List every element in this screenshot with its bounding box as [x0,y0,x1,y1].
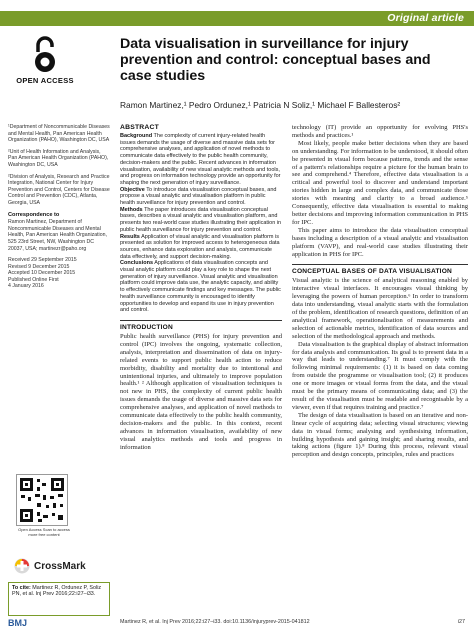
affiliation-2: ²Unit of Health Information and Analysis, Pan American Health Organization (PAHO), Washington DC, USA [8,148,109,168]
published-date: 4 January 2016 [8,283,44,290]
correspondence-text: Ramon Martinez, Department of Noncommunicable Diseases and Mental Health, Pan American Health Organization, 525 23rd Street, NW, Washington DC 20037, USA; martinezr@paho.org [8,219,107,252]
sidebar [8,124,110,290]
crossmark-badge[interactable] [14,558,94,576]
revised-date: Revised 9 December 2015 [8,263,70,270]
background-text: The complexity of current injury-related health issues demands the usage of diverse and massive data sets for comprehensive analyses, and application of novel methods to communicate data effectively to the public health community, decision-makers and the public. Recent advances in information visualisation, availability of new visual analytic methods and tools, and progress on information technology provide an opportunity for shaping the next generation of injury surveillance. [120,133,281,186]
conceptual-bases-heading: CONCEPTUAL BASES OF DATA VISUALISATION [292,268,452,276]
open-access-badge [10,36,80,85]
methods-text: The paper introduces data visualisation conceptual bases, describes a visual analytic and visualisation platform, and presents two real-world case studies illustrating their application in public health surveillance for injury prevention and control. [120,206,282,233]
crossmark-icon [14,558,30,574]
open-access-label: OPEN ACCESS [16,76,74,85]
open-access-lock-icon [32,36,58,74]
section-divider [120,320,282,321]
section-divider [292,264,468,265]
citation-box [8,582,110,616]
paragraph-1: technology (IT) provide an opportunity for evolving PHS's methods and practices.¹ [292,124,468,139]
conclusions-text: Applications of data visualisation concepts and visual analytic platform could play a key role to shape the next generation of injury surveillance. Visual analytic and visualisation platform could improve data use, the analytic capacity, and ability to effectively communicate findings and key messages. The public health surveillance community is encouraged to identify opportunities to develop and expand its use in injury prevention and control. [120,260,281,314]
paragraph-3: This paper aims to introduce the data visualisation conceptual bases including a description of a visual analytic and visualisation platform (VAVP), and real-world case studies illustrating their application in PHS for IPC. [292,226,468,258]
affiliation-3: ²Division of Analysis, Research and Practice Integration, National Center for Injury Prevention and Control, Centers for Disease Control and Prevention (CDC), Atlanta, Georgia, USA [8,173,110,206]
conceptual-bases-body [292,277,468,459]
affiliation-1: ¹Department of Noncommunicable Diseases and Mental Health, Pan American Health Organization (PAHO), Washington DC, USA [8,124,110,144]
objective-label: Objective [120,186,145,193]
objective-text: To introduce data visualisation conceptual bases, and propose a visual analytic and visualisation platform in public health surveillance for injury prevention and control. [120,186,277,207]
author-list: Ramon Martinez,¹ Pedro Ordunez,¹ Patricia N Soliz,¹ Michael F Ballesteros² [120,100,401,110]
published-online: Published Online First [8,276,59,283]
background-label: Background [120,133,153,139]
methods-label: Methods [120,206,143,213]
qr-code[interactable] [16,474,68,526]
received-date: Received 29 September 2015 [8,257,77,264]
abstract-heading: ABSTRACT [120,124,159,131]
header-band [0,0,474,26]
introduction-body [120,333,282,452]
results-text: Application of visual analytic and visualisation platform is presented as solution for improved access to heterogeneous data sources, enhance data exploration and analysis, communicate data effectively, and support decision-making. [120,233,280,260]
left-column [120,124,282,452]
abstract-results [120,234,282,261]
paragraph-5: Data visualisation is the graphical display of abstract information for data analysis and communication. Its goal is to present data in a way that leads to understanding.⁷ It must comply with the following minimal requirements: (1) it is based on data coming from outside the programme or visualisation tool; (2) it produces one or more images or visual forms from the data, and the visual must be the primary means of communicating data; and (3) the result of the visualisation must be readable and recognisable by a viewer, even if that requires training and practice.⁷ [292,340,468,411]
crossmark-label: CrossMark [34,561,86,572]
bmj-logo: BMJ [8,618,28,628]
introduction-heading: INTRODUCTION [120,323,173,331]
right-column [292,124,468,459]
cite-text: Martinez R, Ordunez P, Soliz PN, et al. Inj Prev 2016;22:i27–i33. [12,585,102,598]
footer-citation: Martinez R, et al. Inj Prev 2016;22:i27–i33. doi:10.1136/injuryprev-2015-041812 [120,619,310,625]
right-column-body [292,124,468,258]
abstract-methods [120,207,282,234]
correspondence-heading: Correspondence to [8,211,60,218]
paragraph-4: Visual analytic is the science of analytical reasoning enabled by interactive visual interfaces. It encourages visual thinking by leveraging the powers of human perception.⁶ In order to transform data into understanding, visual analytic starts with the formulation of the problem, identification of research questions, definition of an analytical framework, operationalisation of measurements and selection of actionable metrics, identification of data sources and selection of the methodological approach and methods. [292,277,468,340]
abstract-body [120,133,282,314]
paragraph-2: Most likely, people make better decisions when they are based on understanding. For information to be understood, it should often be presented in visual form because patterns, trends and the sense of a pattern's relationships require a picture for the human brain to see and comprehend.⁴ Therefore, effective data visualisation is a critical and powerful tool to discover and understand important stories hidden in large and complex data, and communicate those stories with meaning and clarity to a broad audience.⁵ Consequently, effective data visualisation is essential to making better decisions and improving information communication in PHS for IPC. [292,139,468,226]
abstract-background [120,133,282,187]
section-bar [0,11,474,26]
conclusions-label: Conclusions [120,260,154,267]
accepted-date: Accepted 10 December 2015 [8,270,76,277]
introduction-text: Public health surveillance (PHS) for injury prevention and control (IPC) involves the ongoing, systematic collection, analysis, interpretation and dissemination of data on injury-related events to support public health action to reduce morbidity, disability and mortality due to intentional and unintentional injuries, and ultimately to improve population health.¹ ² Although application of visualisation techniques is not new in PHS, the complexity of current public health issues demands the usage of diverse and massive data sets for comprehensive analyses, and application of novel methods to communicate data effectively to the public health community, decision-makers and the public. In this context, recent advances in information visualisation, availability of new visual analytics methods and tools and progress in information [120,332,282,451]
qr-caption: Open Access Scan to access more free content [18,527,70,537]
abstract-conclusions [120,260,282,314]
results-label: Results [120,233,140,240]
abstract-objective [120,187,282,207]
qr-code-icon [17,475,67,525]
cite-heading: To cite: [12,585,31,591]
section-label: Original article [387,12,464,24]
page-number: i27 [457,619,465,625]
paragraph-6: The design of data visualisation is based on an iterative and non-linear cycle of acquiring data; selecting visual structures; viewing data in visual forms; analysing and synthesising information, building hypothesis and gaining insight; and sharing results, and taking actions (figure 1).⁸ During this process, relevant visual perception and design concepts, principles, rules and practices [292,411,468,459]
article-dates [8,257,110,290]
page-footer [120,619,465,625]
article-title: Data visualisation in surveillance for injury prevention and control: conceptual bases and case studies [120,36,431,84]
